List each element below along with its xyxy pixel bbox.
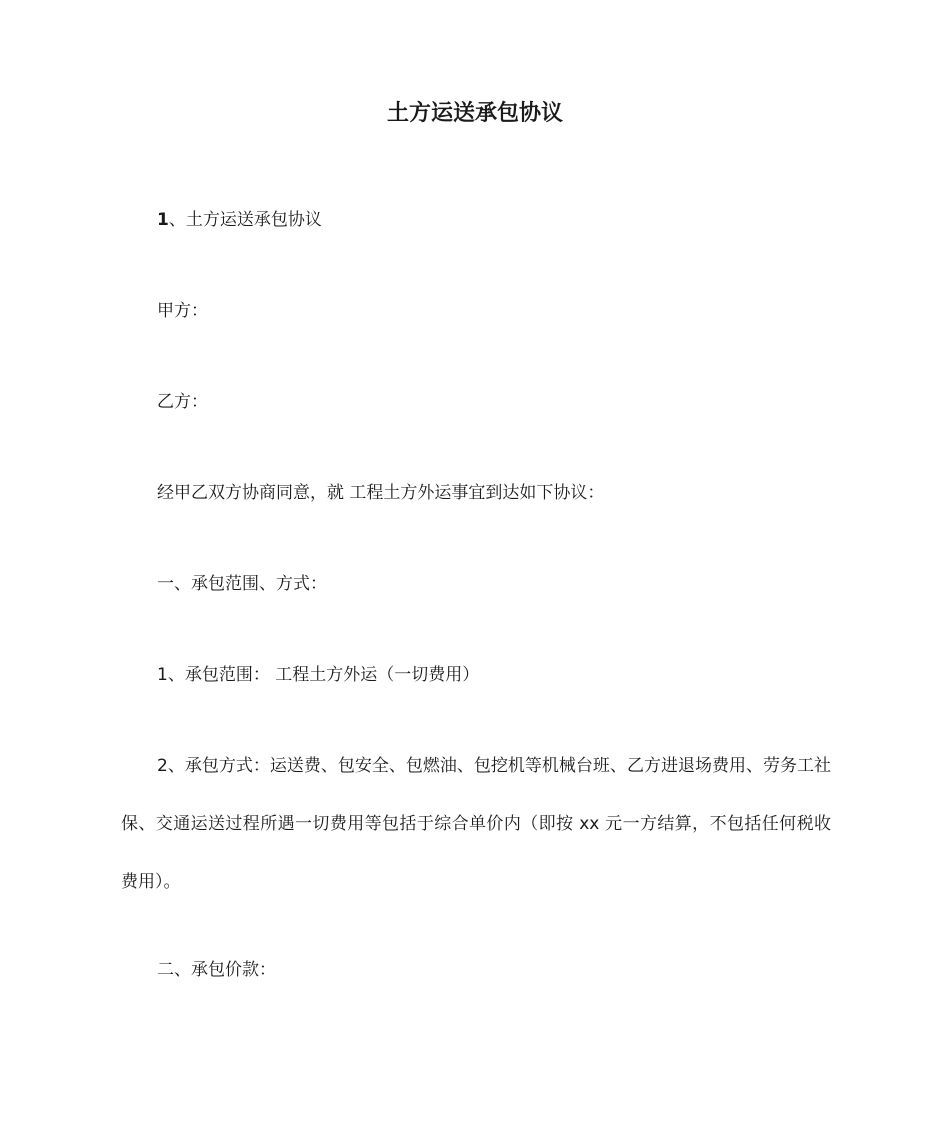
party-b-line: 乙方： xyxy=(157,392,208,412)
party-a-line: 甲方： xyxy=(157,301,208,321)
intro-paragraph: 经甲乙双方协商同意，就 工程土方外运事宜到达如下协议： xyxy=(157,483,605,503)
heading-number: 1 xyxy=(157,210,169,230)
section-2-title: 二、承包价款： xyxy=(157,960,276,980)
section-1-title: 一、承包范围、方式： xyxy=(157,574,327,594)
heading-line xyxy=(157,208,322,232)
item-1: 1、承包范围： 工程土方外运（一切费用） xyxy=(157,665,480,685)
heading-text: 、土方运送承包协议 xyxy=(168,210,322,230)
document-title: 土方运送承包协议 xyxy=(386,101,563,126)
item-2-paragraph: 2、承包方式：运送费、包安全、包燃油、包挖机等机械台班、乙方进退场费用、劳务工社保、交通运送过程所遇一切费用等包括于综合单价内（即按 xx 元一方结算，不包括任何税收费用）。 xyxy=(121,756,831,892)
